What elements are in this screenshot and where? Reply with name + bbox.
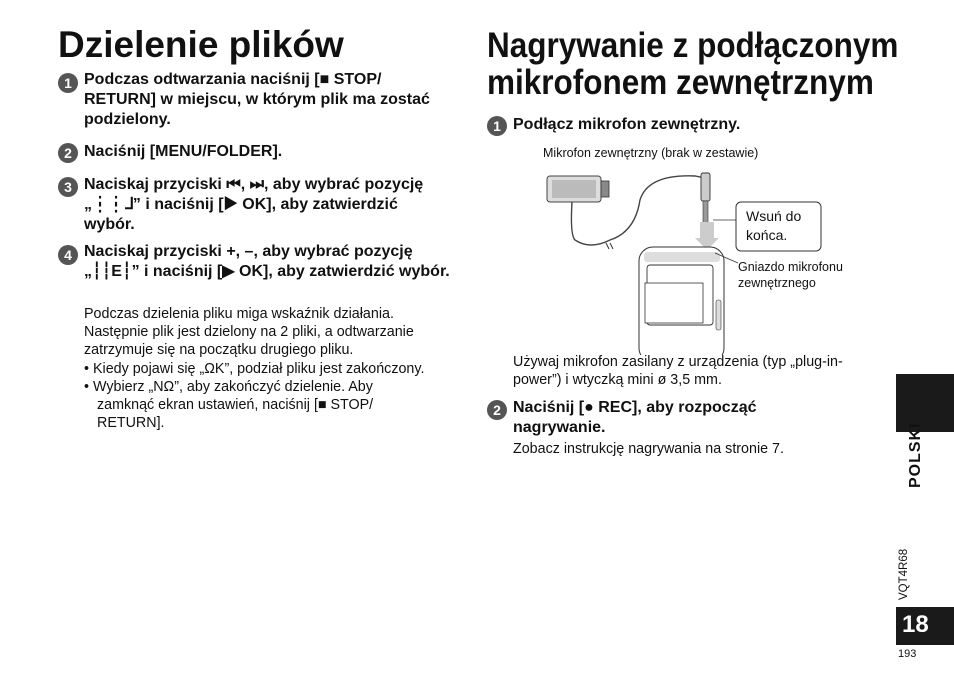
language-tab-block — [896, 374, 954, 432]
language-label: POLSKI — [907, 422, 924, 488]
right-title-line-2: mikrofonem zewnętrznym — [487, 63, 874, 102]
step-1-text: Podczas odtwarzania naciśnij [■ STOP/ RETURN] w miejscu, w którym plik ma zostać podzielony. — [84, 71, 430, 128]
step-4-text: Naciskaj przyciski +, –, aby wybrać pozycję „┆┆E┆” i naciśnij [▶ OK], aby zatwierdzić wybór. — [84, 243, 450, 280]
split-note: Podczas dzielenia pliku miga wskaźnik działania. Następnie plik jest dzielony na 2 pliki, a odtwarzanie zatrzymuje się na początku drugiego pliku. — [84, 306, 414, 359]
step-3-text: Naciskaj przyciski ⏮, ⏭, aby wybrać pozycję „┆┆⅃” i naciśnij [▶ OK], aby zatwierdzić wybór. — [84, 176, 424, 233]
page-footer-number: 193 — [898, 648, 917, 660]
bullet-cancel: • Wybierz „ΝΩ”, aby zakończyć dzielenie. Aby zamknąć ekran ustawień, naciśnij [■ STOP/ RETURN]. — [84, 379, 374, 432]
left-title: Dzielenie plików — [58, 24, 344, 65]
jack-label: Gniazdo mikrofonu zewnętrznego — [738, 260, 843, 290]
bullet-complete: • Kiedy pojawi się „ΩK”, podział pliku jest zakończony. — [84, 361, 425, 377]
step-2-number: 2 — [58, 143, 78, 163]
step-1-number: 1 — [58, 73, 78, 93]
mic-label: Mikrofon zewnętrzny (brak w zestawie) — [543, 146, 759, 160]
mic-step-2-text: Naciśnij [● REC], aby rozpocząć nagrywanie. — [513, 399, 757, 436]
insert-arrow-icon — [695, 222, 719, 250]
mic-step-2-number: 2 — [487, 400, 507, 420]
step-3-number: 3 — [58, 177, 78, 197]
mic-step-2-note: Zobacz instrukcję nagrywania na stronie 7. — [513, 441, 784, 457]
mic-step-1-number: 1 — [487, 116, 507, 136]
step-2-text: Naciśnij [MENU/FOLDER]. — [84, 143, 283, 160]
push-label: Wsuń do końca. — [746, 208, 802, 243]
model-code: VQT4R68 — [898, 548, 910, 600]
mic-note: Używaj mikrofon zasilany z urządzenia (typ „plug-in-power”) i wtyczką mini ø 3,5 mm. — [513, 354, 843, 389]
recorder-icon — [639, 247, 724, 355]
mic-step-1-text: Podłącz mikrofon zewnętrzny. — [513, 116, 741, 133]
step-4-number: 4 — [58, 245, 78, 265]
page-number: 18 — [902, 611, 929, 638]
microphone-icon — [547, 176, 609, 202]
right-title-line-1: Nagrywanie z podłączonym — [487, 26, 899, 65]
plug-icon — [701, 173, 710, 227]
mic-connection-figure — [530, 140, 870, 355]
